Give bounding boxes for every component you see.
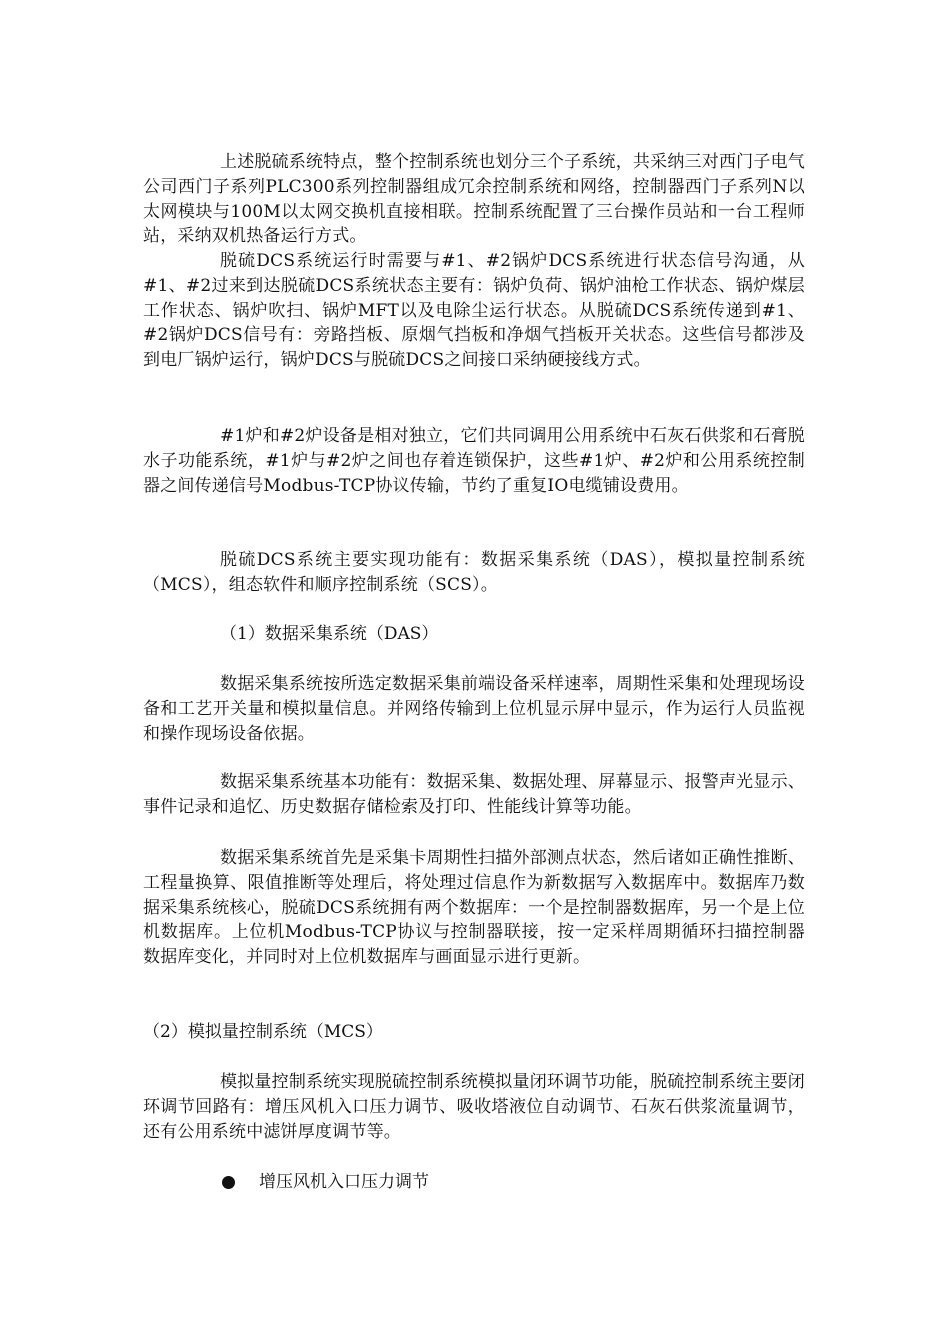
bullet-icon [222,1176,235,1189]
paragraph-das-description: 数据采集系统按所选定数据采集前端设备采样速率，周期性采集和处理现场设备和工艺开关量和模拟量信息。并网络传输到上位机显示屏中显示，作为运行人员监视和操作现场设备依据。 [143,674,805,744]
paragraph-boiler-interlock: #1炉和#2炉设备是相对独立，它们共同调用公用系统中石灰石供浆和石膏脱水子功能系统，#1炉与#2炉之间也存着连锁保护，这些#1炉、#2炉和公用系统控制器之间传递信号Modbus-TCP协议传输，节约了重复IO电缆铺设费用。 [143,426,805,496]
section-heading-das: （1）数据采集系统（DAS） [220,624,439,644]
paragraph-signal-exchange: 脱硫DCS系统运行时需要与#1、#2锅炉DCS系统进行状态信号沟通，从#1、#2过来到达脱硫DCS系统状态主要有：锅炉负荷、锅炉油枪工作状态、锅炉煤层工作状态、锅炉吹扫、锅炉MFT以及电除尘运行状态。从脱硫DCS系统传递到#1、#2锅炉DCS信号有：旁路挡板、原烟气挡板和净烟气挡板开关状态。这些信号都涉及到电厂锅炉运行，锅炉DCS与脱硫DCS之间接口采纳硬接线方式。 [143,251,805,371]
paragraph-das-database: 数据采集系统首先是采集卡周期性扫描外部测点状态，然后诸如正确性推断、工程量换算、限值推断等处理后，将处理过信息作为新数据写入数据库中。数据库乃数据采集系统核心，脱硫DCS系统拥有两个数据库：一个是控制器数据库，另一个是上位机数据库。上位机Modbus-TCP协议与控制器联接，按一定采样周期循环扫描控制器数据库变化，并同时对上位机数据库与画面显示进行更新。 [143,848,805,968]
paragraph-das-functions: 数据采集系统基本功能有：数据采集、数据处理、屏幕显示、报警声光显示、事件记录和追忆、历史数据存储检索及打印、性能线计算等功能。 [143,772,805,817]
section-heading-mcs: （2）模拟量控制系统（MCS） [143,1022,383,1042]
bullet-item-label: 增压风机入口压力调节 [259,1172,429,1192]
bullet-item [222,1170,429,1194]
paragraph-mcs-description: 模拟量控制系统实现脱硫控制系统模拟量闭环调节功能，脱硫控制系统主要闭环调节回路有：增压风机入口压力调节、吸收塔液位自动调节、石灰石供浆流量调节，还有公用系统中滤饼厚度调节等。 [143,1072,805,1142]
paragraph-control-system-overview: 上述脱硫系统特点，整个控制系统也划分三个子系统，共采纳三对西门子电气公司西门子系列PLC300系列控制器组成冗余控制系统和网络，控制器西门子系列N以太网模块与100M以太网交换机直接相联。控制系统配置了三台操作员站和一台工程师站，采纳双机热备运行方式。 [143,152,805,247]
paragraph-main-functions: 脱硫DCS系统主要实现功能有：数据采集系统（DAS），模拟量控制系统（MCS），组态软件和顺序控制系统（SCS）。 [143,550,805,595]
